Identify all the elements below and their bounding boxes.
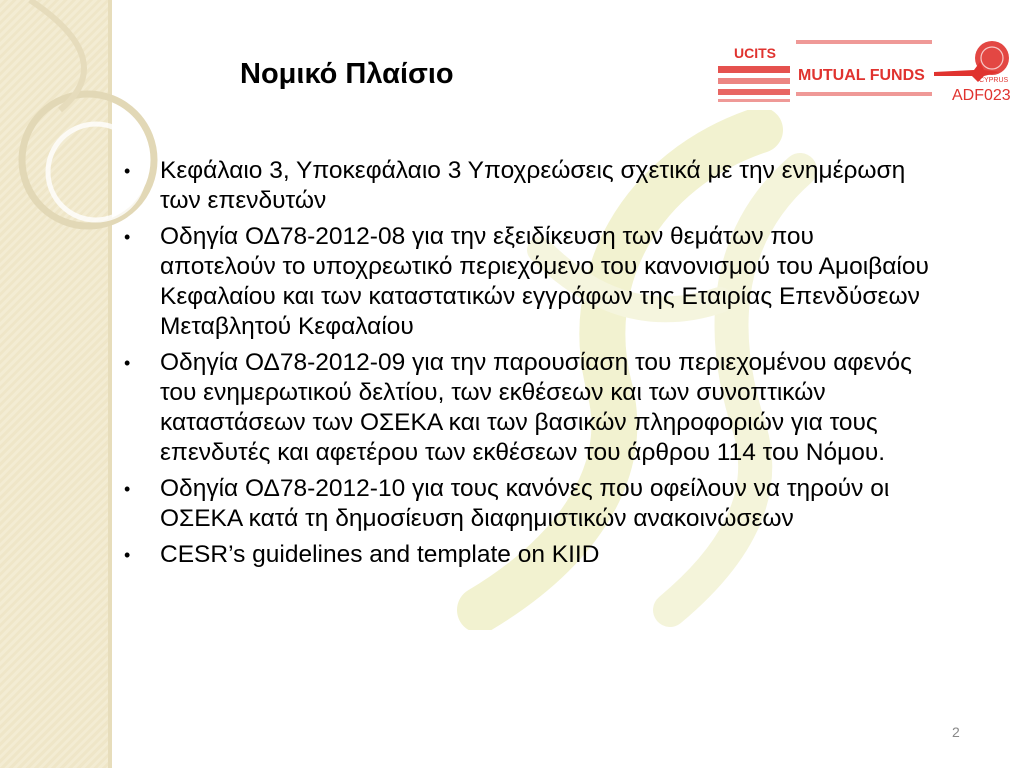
bullet-item — [120, 540, 930, 570]
bullet-text: Οδηγία ΟΔ78-2012-08 για την εξειδίκευση των θεμάτων που αποτελούν το υποχρεωτικό περιεχόμενο του κανονισμού του Αμοιβαίου Κεφαλαίου και των καταστατικών εγγράφων της Εταιρίας Επενδύσεων Μεταβλητού Κεφαλαίου — [160, 223, 929, 340]
logo-mutual-funds-text: MUTUAL FUNDS — [798, 67, 925, 84]
logo-cyprus-text: CYPRUS — [979, 77, 1009, 84]
slide-title: Νομικό Πλαίσιο — [240, 58, 454, 90]
bullet-text: CESR’s guidelines and template on KIID — [160, 541, 600, 568]
logo-ucits-text: UCITS — [734, 45, 776, 61]
bullet-dot-icon: • — [124, 353, 131, 373]
bullet-dot-icon: • — [124, 161, 131, 181]
page-number: 2 — [952, 724, 960, 740]
bullet-item — [120, 222, 930, 342]
bullet-item — [120, 474, 930, 534]
bullet-dot-icon: • — [124, 227, 131, 247]
bullet-list — [120, 156, 930, 576]
bullet-dot-icon: • — [124, 545, 131, 565]
bullet-text: Κεφάλαιο 3, Υποκεφάλαιο 3 Υποχρεώσεις σχετικά με την ενημέρωση των επενδυτών — [160, 157, 906, 214]
logo-adf-text: ADF023 — [952, 87, 1011, 104]
ucits-mutual-funds-logo — [714, 36, 1014, 108]
bullet-text: Οδηγία ΟΔ78-2012-10 για τους κανόνες που οφείλουν να τηρούν οι ΟΣΕΚΑ κατά τη δημοσίευση διαφημιστικών ανακοινώσεων — [160, 475, 890, 532]
bullet-item — [120, 348, 930, 468]
bullet-text: Οδηγία ΟΔ78-2012-09 για την παρουσίαση του περιεχομένου αφενός του ενημερωτικού δελτίου, των εκθέσεων και των συνοπτικών καταστάσεων των ΟΣΕΚΑ και των βασικών πληροφοριών για τους επενδυτές και αφετέρου των εκθέσεων του άρθρου 114 του Νόμου. — [160, 349, 912, 466]
bullet-dot-icon: • — [124, 479, 131, 499]
bullet-item — [120, 156, 930, 216]
